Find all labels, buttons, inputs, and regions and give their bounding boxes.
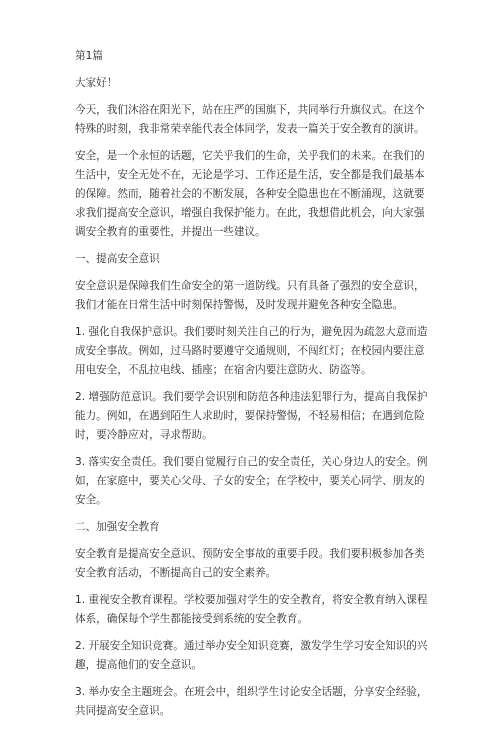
list-item-1-3: 3. 落实安全责任。我们要自觉履行自己的安全责任，关心身边人的安全。例如，在家庭中，要关心父母、子女的安全；在学校中，要关心同学、朋友的安全。	[75, 456, 428, 506]
list-item-2-1: 1. 重视安全教育课程。学校要加强对学生的安全教育，将安全教育纳入课程体系，确保每个学生都能接受到系统的安全教育。	[75, 594, 428, 625]
list-item-2-3: 3. 举办安全主题班会。在班会中，组织学生讨论安全话题，分享安全经验，共同提高安全意识。	[75, 686, 428, 717]
paragraph-safety-topic: 安全，是一个永恒的话题，它关乎我们的生命，关乎我们的未来。在我们的生活中，安全无处不在，无论是学习、工作还是生活，安全都是我们最基本的保障。然而，随着社会的不断发展，各种安全隐患也在不断涌现，这就要求我们提高安全意识，增强自我保护能力。在此，我想借此机会，向大家强调安全教育的重要性，并提出一些建议。	[75, 150, 425, 238]
paragraph-education: 安全教育是提高安全意识、预防安全事故的重要手段。我们要积极参加各类安全教育活动，不断提高自己的安全素养。	[75, 548, 425, 579]
greeting: 大家好！	[75, 77, 118, 89]
paragraph-awareness: 安全意识是保障我们生命安全的第一道防线。只有具备了强烈的安全意识，我们才能在日常生活中时刻保持警惕，及时发现并避免各种安全隐患。	[75, 280, 425, 311]
list-item-1-2: 2. 增强防范意识。我们要学会识别和防范各种违法犯罪行为，提高自我保护能力。例如，在遇到陌生人求助时，要保持警惕，不轻易相信；在遇到危险时，要冷静应对，寻求帮助。	[75, 391, 428, 441]
paragraph-intro: 今天，我们沐浴在阳光下，站在庄严的国旗下，共同举行升旗仪式。在这个特殊的时刻，我非常荣幸能代表全体同学，发表一篇关于安全教育的演讲。	[75, 104, 425, 135]
document-body	[75, 47, 435, 729]
page-label: 第1篇	[75, 50, 103, 62]
list-item-1-1: 1. 强化自我保护意识。我们要时刻关注自己的行为，避免因为疏忽大意而造成安全事故。例如，过马路时要遵守交通规则，不闯红灯；在校园内要注意用电安全，不乱拉电线、插座；在宿舍内要注意防火、防盗等。	[75, 326, 428, 376]
section-heading-2: 二、加强安全教育	[75, 521, 160, 533]
section-heading-1: 一、提高安全意识	[75, 253, 160, 265]
list-item-2-2: 2. 开展安全知识竞赛。通过举办安全知识竞赛，激发学生学习安全知识的兴趣，提高他们的安全意识。	[75, 640, 428, 671]
